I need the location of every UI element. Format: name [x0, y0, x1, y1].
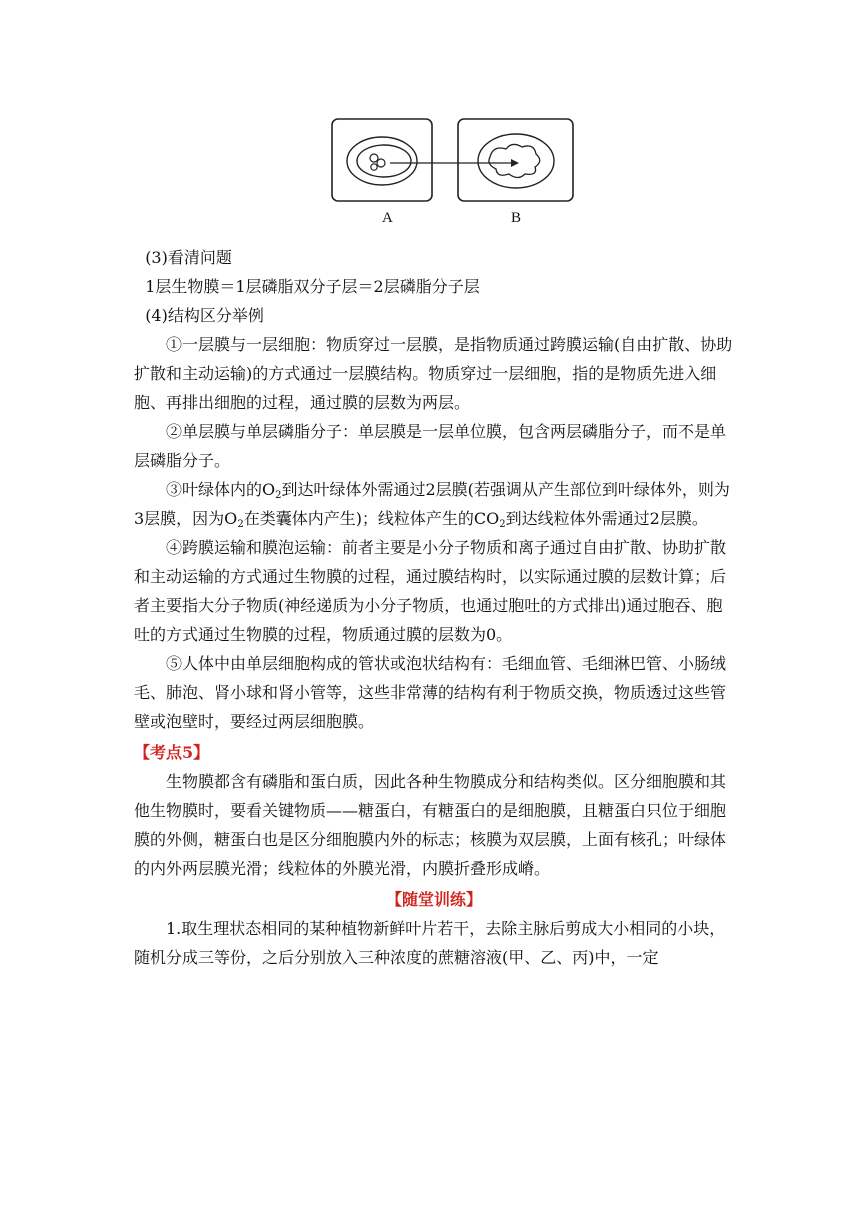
vesicle — [371, 164, 377, 170]
figure-label-a: A — [382, 210, 393, 226]
diagram-svg — [330, 117, 580, 207]
paragraph: ③叶绿体内的$O_2$到达叶绿体外需通过2层膜(若强调从产生部位到叶绿体外，则为3层膜，因为$O_2$在类囊体内产生)；线粒体产生的$CO_2$到达线粒体外需通过2层膜。 — [134, 480, 730, 530]
paragraph: 1层生物膜＝1层磷脂双分子层＝2层磷脂分子层 — [145, 277, 480, 296]
vesicle — [377, 159, 385, 167]
paragraph: ①一层膜与一层细胞：物质穿过一层膜，是指物质通过跨膜运输(自由扩散、协助扩散和主动运输)的方式通过一层膜结构。物质穿过一层细胞，指的是物质先进入细胞、再排出细胞的过程，通过膜的层数为两层。 — [134, 335, 733, 412]
paragraph: 生物膜都含有磷脂和蛋白质，因此各种生物膜成分和结构类似。区分细胞膜和其他生物膜时，要看关键物质——糖蛋白，有糖蛋白的是细胞膜，且糖蛋白只位于细胞膜的外侧，糖蛋白也是区分细胞膜内外的标志；核膜为双层膜，上面有核孔；叶绿体的内外两层膜光滑；线粒体的外膜光滑，内膜折叠形成嵴。 — [134, 772, 727, 878]
cell-b-outline — [458, 119, 573, 201]
vesicle — [370, 154, 378, 162]
paragraph: (3)看清问题 — [145, 248, 232, 267]
cell-diagram — [330, 117, 580, 229]
paragraph: 1.取生理状态相同的某种植物新鲜叶片若干，去除主脉后剪成大小相同的小块，随机分成三等份，之后分别放入三种浓度的蔗糖溶液(甲、乙、丙)中，一定 — [134, 919, 726, 967]
paragraph: ⑤人体中由单层细胞构成的管状或泡状结构有：毛细血管、毛细淋巴管、小肠绒毛、肺泡、肾小球和肾小管等，这些非常薄的结构有利于物质交换，物质透过这些管壁或泡壁时，要经过两层细胞膜。 — [134, 654, 727, 731]
section-heading: 【随堂训练】 — [385, 890, 482, 909]
paragraph: ②单层膜与单层磷脂分子：单层膜是一层单位膜，包含两层磷脂分子，而不是单层磷脂分子。 — [134, 422, 727, 470]
section-heading: 【考点5】 — [134, 743, 210, 762]
document-body — [134, 243, 734, 972]
paragraph: ④跨膜运输和膜泡运输：前者主要是小分子物质和离子通过自由扩散、协助扩散和主动运输的方式通过生物膜的过程，通过膜结构时，以实际通过膜的层数计算；后者主要指大分子物质(神经递质为小分子物质，也通过胞吐的方式排出)通过胞吞、胞吐的方式通过生物膜的过程，物质通过膜的层数为0。 — [134, 538, 727, 644]
paragraph: (4)结构区分举例 — [145, 306, 264, 325]
figure-label-b: B — [511, 210, 522, 226]
arrow-head — [511, 159, 519, 167]
